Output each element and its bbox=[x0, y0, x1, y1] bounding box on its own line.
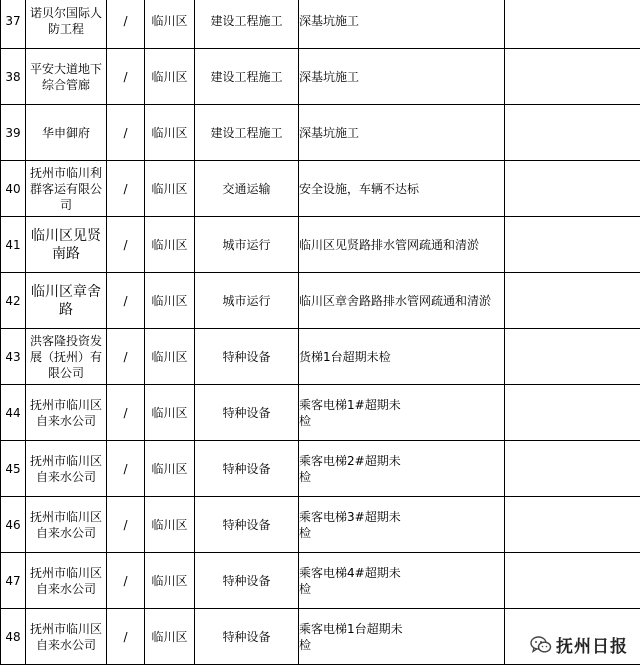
district-cell: 临川区 bbox=[145, 385, 195, 441]
slash-cell: / bbox=[107, 609, 145, 665]
table-row bbox=[1, 441, 640, 497]
slash-cell: / bbox=[107, 553, 145, 609]
district-cell: 临川区 bbox=[145, 441, 195, 497]
empty-cell bbox=[505, 161, 640, 217]
category-cell: 交通运输 bbox=[195, 161, 299, 217]
issue-cell: 安全设施，车辆不达标 bbox=[299, 161, 505, 217]
row-number: 47 bbox=[1, 553, 26, 609]
watermark-text: 抚州日报 bbox=[556, 637, 628, 657]
district-cell: 临川区 bbox=[145, 105, 195, 161]
table-row bbox=[1, 105, 640, 161]
empty-cell bbox=[505, 385, 640, 441]
empty-cell bbox=[505, 497, 640, 553]
category-cell: 特种设备 bbox=[195, 609, 299, 665]
unit-name: 华申御府 bbox=[26, 105, 107, 161]
slash-cell: / bbox=[107, 0, 145, 49]
unit-name: 抚州市临川利群客运有限公司 bbox=[26, 161, 107, 217]
table-row bbox=[1, 0, 640, 49]
district-cell: 临川区 bbox=[145, 0, 195, 49]
row-number: 43 bbox=[1, 329, 26, 385]
unit-name: 临川区见贤南路 bbox=[26, 217, 107, 273]
row-number: 38 bbox=[1, 49, 26, 105]
district-cell: 临川区 bbox=[145, 49, 195, 105]
slash-cell: / bbox=[107, 441, 145, 497]
table-row bbox=[1, 385, 640, 441]
row-number: 48 bbox=[1, 609, 26, 665]
issue-cell: 乘客电梯3#超期未检 bbox=[299, 497, 505, 553]
unit-name: 洪客隆投资发展（抚州）有限公司 bbox=[26, 329, 107, 385]
category-cell: 建设工程施工 bbox=[195, 49, 299, 105]
unit-name: 抚州市临川区自来水公司 bbox=[26, 553, 107, 609]
issue-cell: 临川区见贤路排水管网疏通和清淤 bbox=[299, 217, 505, 273]
category-cell: 建设工程施工 bbox=[195, 105, 299, 161]
issue-cell: 乘客电梯2#超期未检 bbox=[299, 441, 505, 497]
category-cell: 特种设备 bbox=[195, 497, 299, 553]
issue-cell: 乘客电梯1#超期未检 bbox=[299, 385, 505, 441]
unit-name: 抚州市临川区自来水公司 bbox=[26, 497, 107, 553]
district-cell: 临川区 bbox=[145, 329, 195, 385]
row-number: 39 bbox=[1, 105, 26, 161]
unit-name: 诺贝尔国际人防工程 bbox=[26, 0, 107, 49]
slash-cell: / bbox=[107, 217, 145, 273]
issue-cell: 货梯1台超期未检 bbox=[299, 329, 505, 385]
empty-cell bbox=[505, 0, 640, 49]
district-cell: 临川区 bbox=[145, 553, 195, 609]
unit-name: 抚州市临川区自来水公司 bbox=[26, 441, 107, 497]
slash-cell: / bbox=[107, 273, 145, 329]
district-cell: 临川区 bbox=[145, 273, 195, 329]
slash-cell: / bbox=[107, 105, 145, 161]
issue-cell: 乘客电梯1台超期未检 bbox=[299, 609, 505, 665]
table-row bbox=[1, 553, 640, 609]
empty-cell bbox=[505, 553, 640, 609]
slash-cell: / bbox=[107, 49, 145, 105]
row-number: 46 bbox=[1, 497, 26, 553]
slash-cell: / bbox=[107, 161, 145, 217]
table-row bbox=[1, 273, 640, 329]
unit-name: 平安大道地下综合管廊 bbox=[26, 49, 107, 105]
category-cell: 城市运行 bbox=[195, 273, 299, 329]
row-number: 44 bbox=[1, 385, 26, 441]
row-number: 40 bbox=[1, 161, 26, 217]
empty-cell bbox=[505, 273, 640, 329]
wechat-icon bbox=[530, 636, 552, 654]
district-cell: 临川区 bbox=[145, 609, 195, 665]
table-row bbox=[1, 217, 640, 273]
slash-cell: / bbox=[107, 329, 145, 385]
row-number: 37 bbox=[1, 0, 26, 49]
table-row bbox=[1, 161, 640, 217]
unit-name: 临川区章舍路 bbox=[26, 273, 107, 329]
issue-cell: 深基坑施工 bbox=[299, 105, 505, 161]
watermark bbox=[526, 630, 632, 659]
issue-cell: 乘客电梯4#超期未检 bbox=[299, 553, 505, 609]
empty-cell bbox=[505, 217, 640, 273]
table-row bbox=[1, 49, 640, 105]
district-cell: 临川区 bbox=[145, 161, 195, 217]
empty-cell bbox=[505, 441, 640, 497]
row-number: 42 bbox=[1, 273, 26, 329]
empty-cell bbox=[505, 105, 640, 161]
district-cell: 临川区 bbox=[145, 497, 195, 553]
table-row bbox=[1, 329, 640, 385]
unit-name: 抚州市临川区自来水公司 bbox=[26, 609, 107, 665]
row-number: 45 bbox=[1, 441, 26, 497]
slash-cell: / bbox=[107, 497, 145, 553]
category-cell: 城市运行 bbox=[195, 217, 299, 273]
empty-cell bbox=[505, 49, 640, 105]
category-cell: 特种设备 bbox=[195, 441, 299, 497]
issue-cell: 深基坑施工 bbox=[299, 49, 505, 105]
unit-name: 抚州市临川区自来水公司 bbox=[26, 385, 107, 441]
category-cell: 建设工程施工 bbox=[195, 0, 299, 49]
issue-cell: 深基坑施工 bbox=[299, 0, 505, 49]
category-cell: 特种设备 bbox=[195, 385, 299, 441]
row-number: 41 bbox=[1, 217, 26, 273]
category-cell: 特种设备 bbox=[195, 329, 299, 385]
category-cell: 特种设备 bbox=[195, 553, 299, 609]
slash-cell: / bbox=[107, 385, 145, 441]
table-row bbox=[1, 497, 640, 553]
issue-cell: 临川区章舍路路排水管网疏通和清淤 bbox=[299, 273, 505, 329]
empty-cell bbox=[505, 329, 640, 385]
district-cell: 临川区 bbox=[145, 217, 195, 273]
